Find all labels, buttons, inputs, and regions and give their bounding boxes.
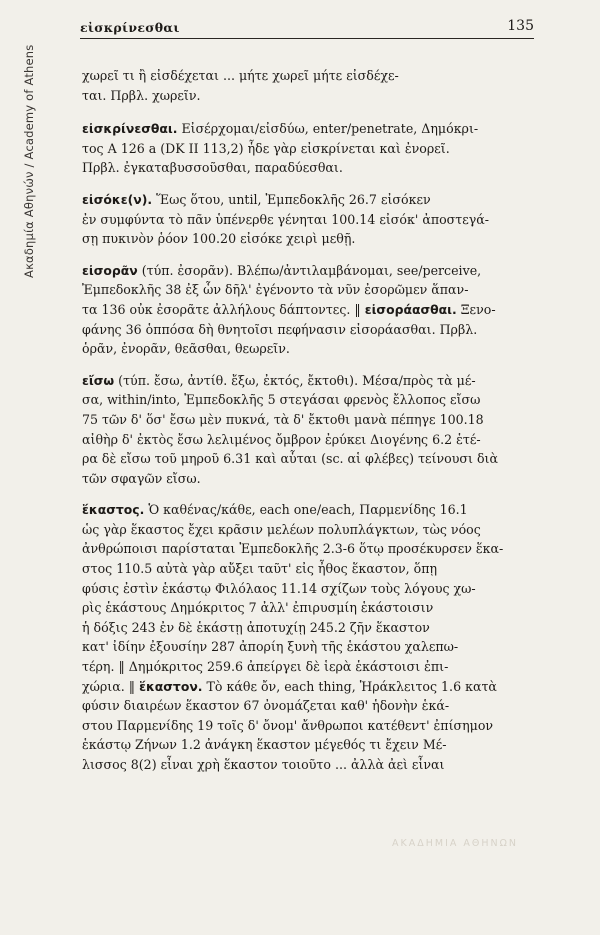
headword: εἴσω — [82, 372, 115, 388]
entry-text: Ὁ καθένας/κάθε, each one/each, Παρμενίδης 16.1 — [144, 502, 468, 518]
text-line: στος 110.5 αὐτὰ γὰρ αὔξει ταῦτ' εἰς ἦθος ἕκαστον, ὅπῃ — [82, 561, 438, 577]
text-line: ρα δὲ εἴσω τοῦ μηροῦ 6.31 καὶ αὗται (sc. αἱ φλέβες) τείνουσι διὰ — [82, 451, 498, 467]
entry-first-line — [82, 500, 534, 520]
text-line: ἡ δόξις 243 ἐν δὲ ἑκάστῃ ἀποτυχίῃ 245.2 ζῆν ἕκαστον — [82, 619, 430, 635]
running-head — [80, 20, 534, 39]
text-line: αἰθὴρ δ' ἐκτὸς ἔσω λελιμένος ὄμβρον ἐρύκει Διογένης 6.2 ἑτέ- — [82, 431, 481, 447]
entry-first-line — [82, 261, 534, 281]
headword: εἰσκρίνεσθαι. — [82, 121, 178, 137]
entry-eisoken — [82, 190, 534, 249]
text-line: Πρβλ. ἐγκαταβυσσοῦσθαι, παραδύεσθαι. — [82, 160, 343, 176]
text-line — [82, 300, 534, 320]
text-line: Ἐμπεδοκλῆς 38 ἐξ ὧν δῆλ' ἐγένοντο τὰ νῦν ἐσορῶμεν ἅπαν- — [82, 282, 469, 298]
sub-headword: ἕκαστον. — [139, 678, 203, 694]
sub-headword: εἰσοράασθαι. — [364, 301, 457, 317]
text-line: ἀνθρώποισι παρίσταται Ἐμπεδοκλῆς 2.3-6 ὅτῳ προσέκυρσεν ἕκα- — [82, 541, 504, 557]
dictionary-text — [82, 66, 534, 787]
text-line: φύσιν διαιρέων ἕκαστον 67 ὀνομάζεται καθ' ἡδονὴν ἑκά- — [82, 698, 450, 714]
text-line: στου Παρμενίδης 19 τοῖς δ' ὄνομ' ἄνθρωποι κατέθεντ' ἐπίσημον — [82, 717, 494, 733]
entry-eiskrinesthai — [82, 119, 534, 178]
text-line: σα, within/into, Ἐμπεδοκλῆς 5 στεγάσαι φρενὸς ἔλλοπος εἴσω — [82, 392, 481, 408]
entry-hekastos — [82, 500, 534, 774]
text-line: τῶν σφαγῶν εἴσω. — [82, 470, 201, 486]
entry-text: Εἰσέρχομαι/εἰσδύω, enter/penetrate, Δημόκρι- — [177, 121, 479, 137]
entry-eisoran — [82, 261, 534, 359]
text-line: ὡς γὰρ ἕκαστος ἔχει κρᾶσιν μελέων πολυπλάγκτων, τὼς νόος — [82, 521, 481, 537]
text-line: ται. Πρβλ. χωρεῖν. — [82, 87, 201, 103]
page-number: 135 — [507, 18, 534, 34]
entry-text: τα 136 οὐκ ἐσορᾶτε ἀλλήλους δάπτοντες. ‖ — [82, 301, 365, 317]
text-line: χωρεῖ τι ἢ εἰσδέχεται ... μήτε χωρεῖ μήτε εἰσδέχε- — [82, 68, 399, 83]
entry-first-line — [82, 119, 534, 139]
text-line: κατ' ἰδίην ἐξουσίην 287 ἀπορίη ξυνὴ τῆς ἑκάστου χαλεπω- — [82, 639, 459, 655]
headword: ἕκαστος. — [82, 502, 145, 518]
text-line: ὁρᾶν, ἐνορᾶν, θεᾶσθαι, θεωρεῖν. — [82, 341, 290, 357]
watermark: ΑΚΑΔΗΜΙΑ ΑΘΗΝΩΝ — [392, 838, 518, 849]
entry-text: (τύπ. ἐσορᾶν). Βλέπω/ἀντιλαμβάνομαι, see/perceive, — [137, 262, 482, 278]
entry-first-line — [82, 371, 534, 391]
headword: εἰσορᾶν — [82, 262, 138, 278]
text-line: ρὶς ἑκάστους Δημόκριτος 7 ἀλλ' ἐπιρυσμίη ἑκάστοισιν — [82, 600, 434, 616]
entry-first-line — [82, 190, 534, 210]
entry-continuation — [82, 66, 534, 105]
text-line: ἑκάστῳ Ζήνων 1.2 ἀνάγκη ἕκαστον μέγεθός τι ἔχειν Μέ- — [82, 737, 447, 753]
text-line: σῃ πυκινὸν ῥόον 100.20 εἰσόκε χειρὶ μεθῇ. — [82, 231, 356, 247]
entry-text: Ἕως ὅτου, until, Ἐμπεδοκλῆς 26.7 εἰσόκεν — [152, 191, 431, 207]
text-line: 75 τῶν δ' ὅσ' ἔσω μὲν πυκνά, τὰ δ' ἔκτοθι μανὰ πέπηγε 100.18 — [82, 411, 484, 427]
entry-text: Ξενο- — [456, 301, 496, 317]
text-line: φύσις ἐστὶν ἑκάστῳ Φιλόλαος 11.14 σχίζων τοὺς λόγους χω- — [82, 580, 476, 596]
text-line: λισσος 8(2) εἶναι χρὴ ἕκαστον τοιοῦτο ... ἀλλὰ ἀεὶ εἶναι — [82, 757, 445, 772]
text-line: φάνης 36 ὁππόσα δὴ θνητοῖσι πεφήνασιν εἰσοράασθαι. Πρβλ. — [82, 321, 478, 337]
running-head-word: εἰσκρίνεσθαι — [80, 20, 180, 35]
entry-text: Τὸ κάθε ὄν, each thing, Ἡράκλειτος 1.6 κατὰ — [202, 678, 497, 694]
text-line: τος A 126 a (DK II 113,2) ἧδε γὰρ εἰσκρίνεται καὶ ἐνορεῖ. — [82, 140, 450, 156]
side-stamp-institution: Ακαδημία Αθηνών / Academy of Athens — [22, 44, 36, 278]
headword: εἰσόκε(ν). — [82, 191, 153, 207]
entry-text: χώρια. ‖ — [82, 678, 140, 694]
text-line — [82, 677, 534, 697]
text-line: τέρη. ‖ Δημόκριτος 259.6 ἀπείργει δὲ ἱερὰ ἑκάστοισι ἐπι- — [82, 659, 449, 675]
entry-text: (τύπ. ἔσω, ἀντίθ. ἔξω, ἐκτός, ἔκτοθι). Μέσα/πρὸς τὰ μέ- — [114, 372, 476, 388]
text-line: ἐν συμφύντα τὸ πᾶν ὑπένερθε γένηται 100.14 εἰσόκ' ἀποστεγά- — [82, 211, 490, 227]
entry-eiso — [82, 371, 534, 489]
